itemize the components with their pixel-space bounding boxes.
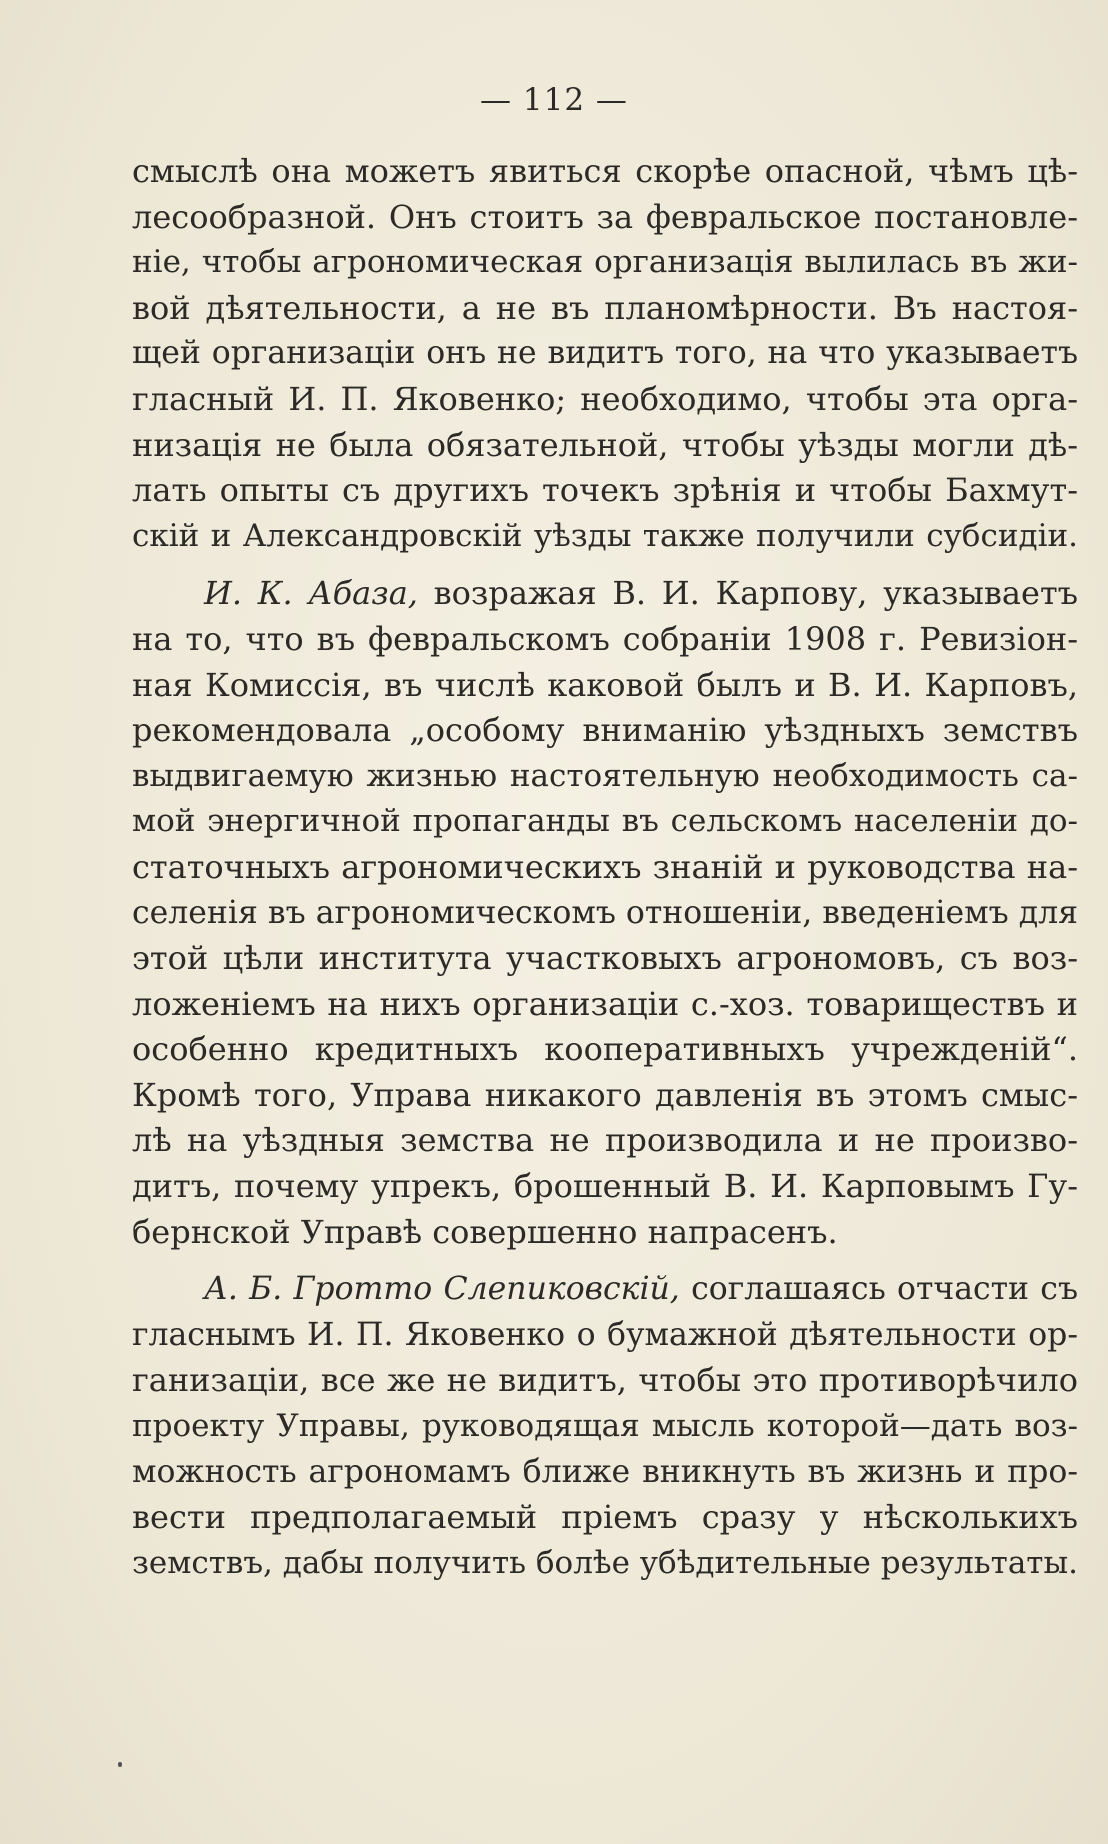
text-line: проекту Управы, руководящая мысль которой—дать воз- <box>132 1408 1078 1445</box>
text-line: Кромѣ того, Управа никакого давленія въ этомъ смыс- <box>132 1075 1078 1114</box>
line-text: соглашаясь отчасти съ <box>679 1271 1078 1308</box>
text-line: лѣ на уѣздныя земства не производила и не произво- <box>132 1121 1078 1160</box>
paragraph-3 <box>132 1267 1078 1586</box>
text-line <box>132 571 1078 617</box>
page-number: — 112 — <box>480 82 628 118</box>
text-line: можность агрономамъ ближе вникнуть въ жизнь и про- <box>132 1453 1078 1490</box>
text-line: гласнымъ И. П. Яковенко о бумажной дѣятельности ор- <box>132 1316 1078 1353</box>
text-line: ложеніемъ на нихъ организаціи с.-хоз. товариществъ и <box>132 984 1078 1023</box>
text-line: статочныхъ агрономическихъ знаній и руководства на- <box>132 847 1078 886</box>
text-line: селенія въ агрономическомъ отношеніи, введеніемъ для <box>132 894 1078 931</box>
text-line: гласный И. П. Яковенко; необходимо, чтобы эта орга- <box>132 379 1078 418</box>
line-text: возражая В. И. Карпову, указываетъ <box>417 574 1078 613</box>
text-line: мой энергичной пропаганды въ сельскомъ населеніи до- <box>132 803 1078 840</box>
text-line: лать опыты съ другихъ точекъ зрѣнія и чтобы Бахмут- <box>132 471 1078 510</box>
text-line: скій и Александровскій уѣзды также получили субсидіи. <box>132 517 1078 554</box>
text-line: на то, что въ февральскомъ собраніи 1908 г. Ревизіон- <box>132 619 1078 658</box>
paragraph-2 <box>132 571 1078 1255</box>
speaker-name: И. К. Абаза, <box>204 574 418 613</box>
text-line <box>132 1267 1078 1313</box>
text-line: выдвигаемую жизнью настоятельную необходимость са- <box>132 757 1078 794</box>
text-line: рекомендовала „особому вниманію уѣздныхъ земствъ <box>132 711 1078 750</box>
speaker-name: А. Б. Гротто Слепиковскій, <box>204 1271 680 1308</box>
text-line: низація не была обязательной, чтобы уѣзды могли дѣ- <box>132 425 1078 464</box>
text-line: ганизаціи, все же не видитъ, чтобы это противорѣчило <box>132 1361 1078 1400</box>
text-line: вести предполагаемый пріемъ сразу у нѣсколькихъ <box>132 1498 1078 1537</box>
text-line: вой дѣятельности, а не въ планомѣрности. Въ настоя- <box>132 288 1078 327</box>
body-text <box>132 149 1078 1586</box>
text-line: особенно кредитныхъ кооперативныхъ учрежденій“. <box>132 1030 1078 1069</box>
text-line: земствъ, дабы получить болѣе убѣдительные результаты. <box>132 1544 1078 1581</box>
text-line: ніе, чтобы агрономическая организація вылилась въ жи- <box>132 244 1078 281</box>
text-line: щей организаціи онъ не видитъ того, на что указываетъ <box>132 335 1078 372</box>
paragraph-1 <box>132 149 1078 559</box>
text-line: смыслѣ она можетъ явиться скорѣе опасной, чѣмъ цѣ- <box>132 152 1078 190</box>
text-line: бернской Управѣ совершенно напрасенъ. <box>132 1212 838 1251</box>
text-line: лесообразной. Онъ стоитъ за февральское постановле- <box>132 197 1078 236</box>
text-line: ная Комиссія, въ числѣ каковой былъ и В. И. Карповъ, <box>132 665 1078 704</box>
print-speck <box>118 1762 122 1767</box>
text-line: этой цѣли института участковыхъ агрономовъ, съ воз- <box>132 939 1078 978</box>
text-line: дитъ, почему упрекъ, брошенный В. И. Карповымъ Гу- <box>132 1167 1078 1206</box>
